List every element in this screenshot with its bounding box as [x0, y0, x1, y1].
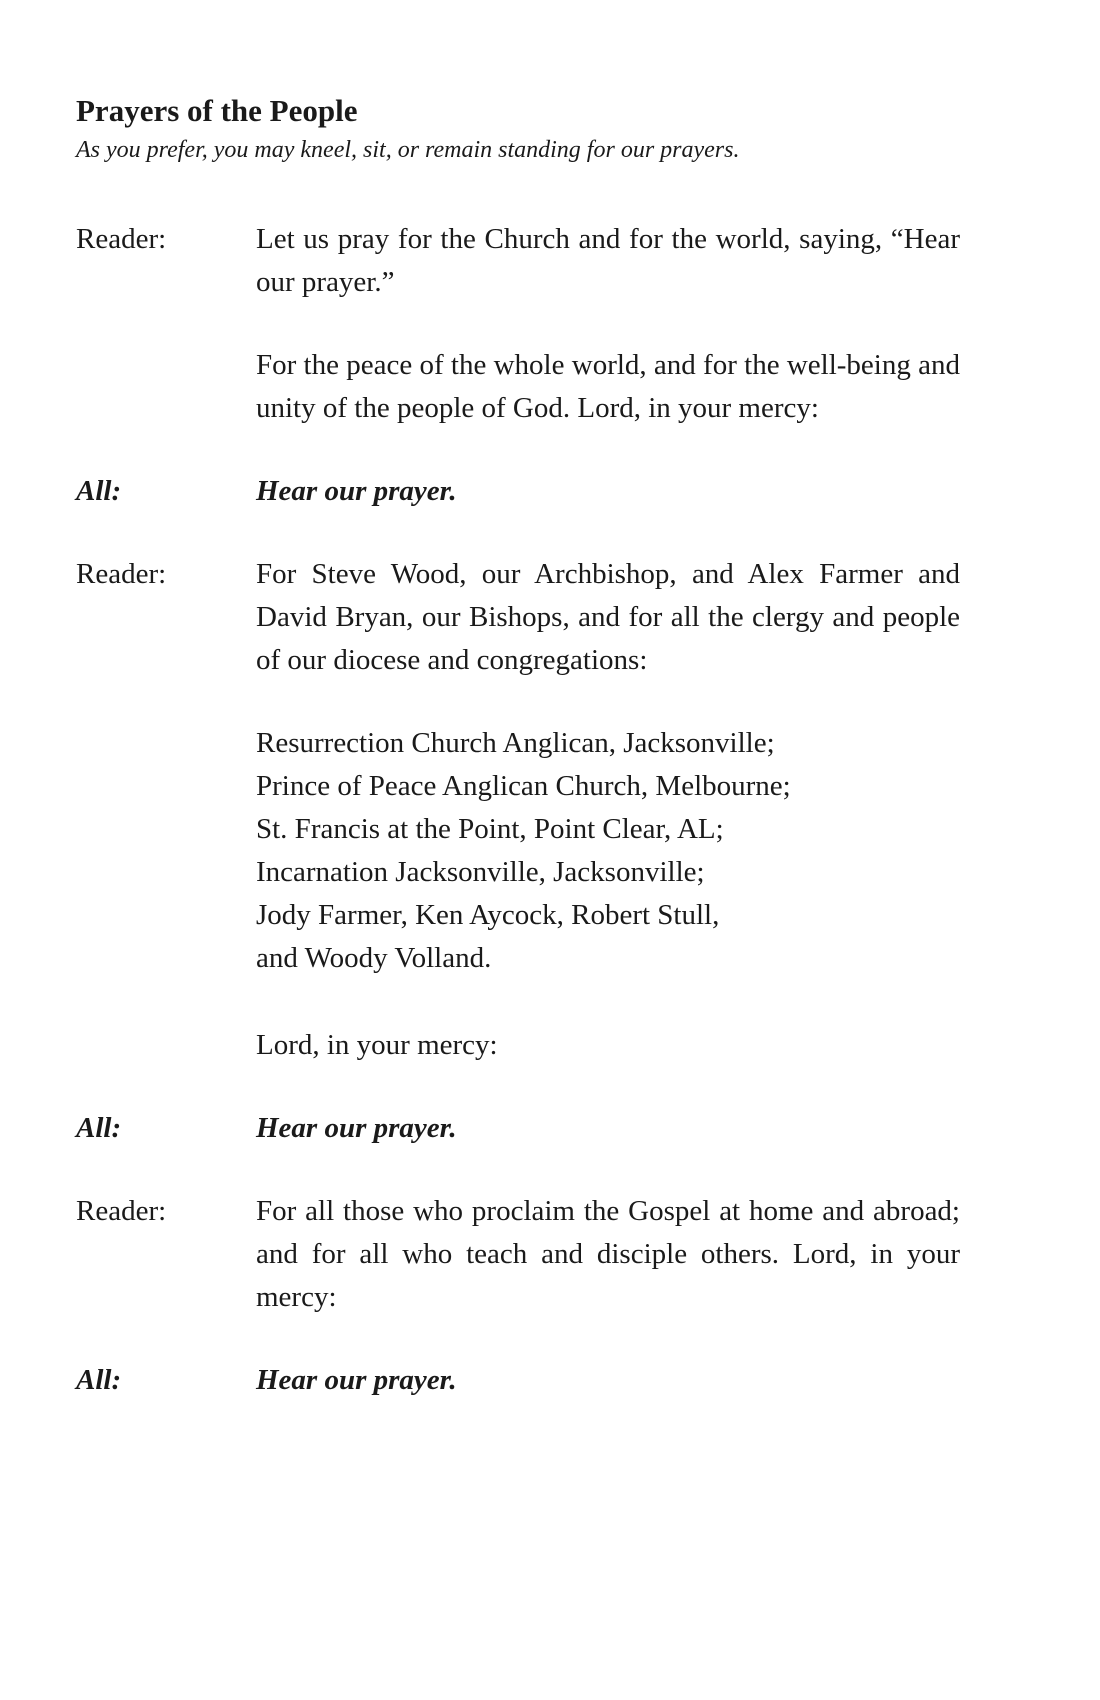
liturgy-row — [76, 470, 960, 513]
prayer-line: St. Francis at the Point, Point Clear, AL; — [256, 813, 724, 846]
liturgy-row — [76, 1190, 960, 1319]
prayer-text — [256, 722, 960, 980]
liturgy-row — [76, 1107, 960, 1150]
speaker-label: Reader: — [76, 558, 167, 591]
prayer-line: Prince of Peace Anglican Church, Melbourne; — [256, 770, 791, 803]
speaker-label: Reader: — [76, 223, 167, 256]
prayer-text: Lord, in your mercy: — [256, 1029, 498, 1062]
prayer-text: For the peace of the whole world, and for the well-being and unity of the people of God. Lord, in your mercy: — [256, 349, 960, 425]
page-subtitle: As you prefer, you may kneel, sit, or remain standing for our prayers. — [76, 137, 740, 164]
liturgy-row — [76, 344, 960, 430]
page-title: Prayers of the People — [76, 93, 358, 128]
prayer-blocks — [76, 218, 960, 1402]
prayer-text: Let us pray for the Church and for the world, saying, “Hear our prayer.” — [256, 223, 960, 299]
prayer-line: Incarnation Jacksonville, Jacksonville; — [256, 856, 705, 889]
prayer-text: For all those who proclaim the Gospel at home and abroad; and for all who teach and disciple others. Lord, in your mercy: — [256, 1195, 960, 1314]
speaker-label: All: — [76, 475, 122, 508]
prayer-line: Resurrection Church Anglican, Jacksonville; — [256, 727, 775, 760]
prayer-text: Hear our prayer. — [256, 1364, 457, 1397]
speaker-label: Reader: — [76, 1195, 167, 1228]
prayer-text: For Steve Wood, our Archbishop, and Alex Farmer and David Bryan, our Bishops, and for all the clergy and people of our diocese and congregations: — [256, 558, 960, 677]
prayer-line: and Woody Volland. — [256, 942, 492, 975]
prayer-text: Hear our prayer. — [256, 1112, 457, 1145]
liturgy-row — [76, 1024, 960, 1067]
liturgy-row — [76, 1359, 960, 1402]
prayer-text: Hear our prayer. — [256, 475, 457, 508]
liturgy-row — [76, 218, 960, 304]
prayer-line: Jody Farmer, Ken Aycock, Robert Stull, — [256, 899, 720, 932]
liturgy-row — [76, 553, 960, 682]
speaker-label: All: — [76, 1112, 122, 1145]
liturgy-row — [76, 722, 960, 980]
speaker-label: All: — [76, 1364, 122, 1397]
